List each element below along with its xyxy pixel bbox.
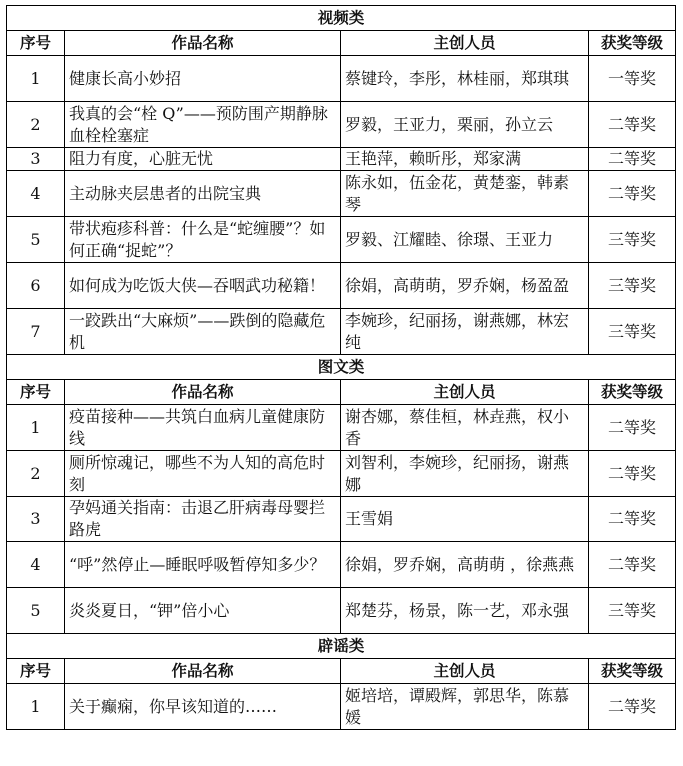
cell-award: 二等奖 xyxy=(589,171,676,217)
table-row xyxy=(7,263,676,309)
cell-index: 1 xyxy=(7,405,65,451)
table-row xyxy=(7,684,676,730)
cell-index: 3 xyxy=(7,148,65,171)
cell-index: 1 xyxy=(7,56,65,102)
table-row xyxy=(7,217,676,263)
cell-creators: 蔡键玲，李彤，林桂丽，郑琪琪 xyxy=(341,56,589,102)
cell-title: 一跤跌出“大麻烦”——跌倒的隐藏危机 xyxy=(65,309,341,355)
cell-award: 三等奖 xyxy=(589,217,676,263)
cell-index: 4 xyxy=(7,542,65,588)
header-index: 序号 xyxy=(7,31,65,56)
cell-title: 孕妈通关指南：击退乙肝病毒母婴拦路虎 xyxy=(65,497,341,542)
cell-award: 二等奖 xyxy=(589,102,676,148)
table-row xyxy=(7,405,676,451)
cell-index: 2 xyxy=(7,451,65,497)
cell-award: 三等奖 xyxy=(589,309,676,355)
section-title-row xyxy=(7,355,676,380)
cell-award: 一等奖 xyxy=(589,56,676,102)
header-index: 序号 xyxy=(7,659,65,684)
cell-creators: 刘智利，李婉珍，纪丽扬，谢燕娜 xyxy=(341,451,589,497)
awards-table-body xyxy=(7,6,676,730)
header-title: 作品名称 xyxy=(65,380,341,405)
column-header-row xyxy=(7,380,676,405)
table-row xyxy=(7,148,676,171)
cell-creators: 姬培培，谭殿辉，郭思华，陈慕媛 xyxy=(341,684,589,730)
cell-index: 3 xyxy=(7,497,65,542)
cell-title: 关于癫痫，你早该知道的…… xyxy=(65,684,341,730)
cell-creators: 罗毅、江耀睦、徐璟、王亚力 xyxy=(341,217,589,263)
cell-index: 7 xyxy=(7,309,65,355)
header-creators: 主创人员 xyxy=(341,31,589,56)
cell-title: 我真的会“栓 Q”——预防围产期静脉血栓栓塞症 xyxy=(65,102,341,148)
section-title: 视频类 xyxy=(7,6,676,31)
cell-award: 三等奖 xyxy=(589,263,676,309)
cell-index: 4 xyxy=(7,171,65,217)
header-creators: 主创人员 xyxy=(341,380,589,405)
cell-title: 健康长高小妙招 xyxy=(65,56,341,102)
cell-award: 二等奖 xyxy=(589,405,676,451)
cell-creators: 李婉珍，纪丽扬，谢燕娜，林宏纯 xyxy=(341,309,589,355)
cell-title: 厕所惊魂记，哪些不为人知的高危时刻 xyxy=(65,451,341,497)
cell-title: 主动脉夹层患者的出院宝典 xyxy=(65,171,341,217)
cell-title: 如何成为吃饭大侠—吞咽武功秘籍！ xyxy=(65,263,341,309)
cell-creators: 徐娟，高萌萌，罗乔娴，杨盈盈 xyxy=(341,263,589,309)
header-title: 作品名称 xyxy=(65,659,341,684)
cell-creators: 徐娟，罗乔娴，高萌萌 ，徐燕燕 xyxy=(341,542,589,588)
table-row xyxy=(7,497,676,542)
cell-creators: 郑楚芬，杨景，陈一艺，邓永强 xyxy=(341,588,589,634)
table-row xyxy=(7,588,676,634)
header-index: 序号 xyxy=(7,380,65,405)
header-award: 获奖等级 xyxy=(589,380,676,405)
header-title: 作品名称 xyxy=(65,31,341,56)
cell-award: 二等奖 xyxy=(589,542,676,588)
cell-index: 5 xyxy=(7,588,65,634)
section-title: 辟谣类 xyxy=(7,634,676,659)
cell-title: “呼”然停止—睡眠呼吸暂停知多少？ xyxy=(65,542,341,588)
table-row xyxy=(7,309,676,355)
header-award: 获奖等级 xyxy=(589,31,676,56)
cell-index: 2 xyxy=(7,102,65,148)
cell-index: 1 xyxy=(7,684,65,730)
table-row xyxy=(7,451,676,497)
cell-award: 二等奖 xyxy=(589,684,676,730)
cell-title: 带状疱疹科普：什么是“蛇缠腰”？如何正确“捉蛇”？ xyxy=(65,217,341,263)
section-title-row xyxy=(7,634,676,659)
cell-index: 5 xyxy=(7,217,65,263)
cell-creators: 王艳萍，赖昕彤，郑家满 xyxy=(341,148,589,171)
cell-creators: 谢杏娜，蔡佳桓，林垚燕，权小香 xyxy=(341,405,589,451)
section-title-row xyxy=(7,6,676,31)
cell-award: 二等奖 xyxy=(589,497,676,542)
cell-award: 三等奖 xyxy=(589,588,676,634)
cell-creators: 陈永如，伍金花，黄楚銮，韩素琴 xyxy=(341,171,589,217)
cell-award: 二等奖 xyxy=(589,451,676,497)
awards-table xyxy=(6,5,676,730)
cell-title: 阻力有度，心脏无忧 xyxy=(65,148,341,171)
cell-title: 炎炎夏日，“钾”倍小心 xyxy=(65,588,341,634)
table-row xyxy=(7,542,676,588)
cell-index: 6 xyxy=(7,263,65,309)
cell-creators: 王雪娟 xyxy=(341,497,589,542)
column-header-row xyxy=(7,659,676,684)
cell-title: 疫苗接种——共筑白血病儿童健康防线 xyxy=(65,405,341,451)
table-row xyxy=(7,171,676,217)
column-header-row xyxy=(7,31,676,56)
header-creators: 主创人员 xyxy=(341,659,589,684)
table-row xyxy=(7,102,676,148)
table-row xyxy=(7,56,676,102)
section-title: 图文类 xyxy=(7,355,676,380)
cell-creators: 罗毅，王亚力，栗丽，孙立云 xyxy=(341,102,589,148)
cell-award: 二等奖 xyxy=(589,148,676,171)
header-award: 获奖等级 xyxy=(589,659,676,684)
